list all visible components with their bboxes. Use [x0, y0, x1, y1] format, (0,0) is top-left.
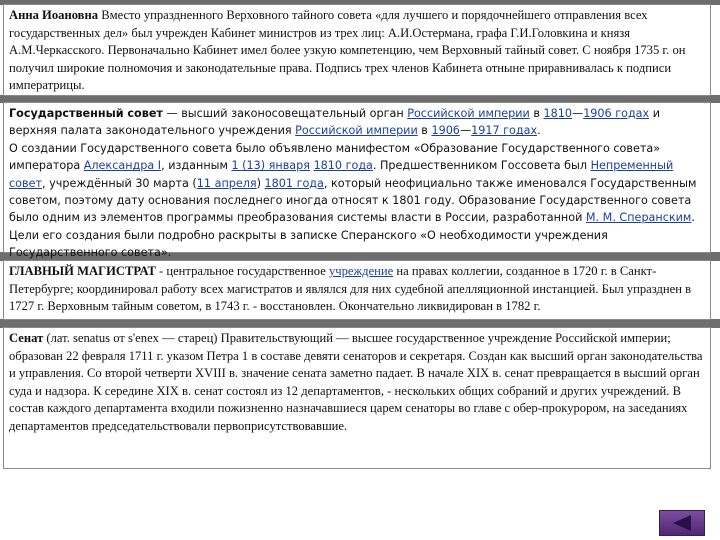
- link-1810-year[interactable]: 1810 года: [313, 159, 373, 173]
- link-institution[interactable]: учреждение: [328, 264, 394, 278]
- back-button[interactable]: [659, 510, 705, 536]
- text-block-chief-magistrate: ГЛАВНЫЙ МАГИСТРАТ - центральное государственное учреждение на правах коллегии, созданное в 1720 г. в Санкт-Петербурге; координировал работу всех магистратов и являлся для них судебной апелляционной инстанцией. Был упразднен в 1727 г. Верховным тайным советом, в 1743 г. - восстановлен. Окончательно ликвидирован в 1782 г.: [3, 260, 711, 320]
- link-1917-years[interactable]: 1917 годах: [471, 124, 538, 138]
- link-1906-years[interactable]: 1906 годах: [583, 107, 650, 120]
- back-arrow-icon: [673, 515, 691, 531]
- link-russian-empire-2[interactable]: Российской империи: [295, 124, 418, 138]
- text-block-state-council: Государственный совет — высший законосовещательный орган Российской империи в 1810—1906 годах и верхняя палата законодательного учреждения Российской империи в 1906—1917 годах. О создании Государственного совета было объявлено манифестом «Образование Государственного совета» императора Александра I, изданным 1 (13) января 1810 года. Предшественником Госсовета был Непременный совет, учреждённый 30 марта (11 апреля) 1801 года, который неофициально также именовался Государственным советом, поэтому дату основания последнего иногда относят к 1801 году. Образование Государственного совета было одним из элементов программы преобразования системы власти в России, разработанной М. М. Сперанским. Цели его создания были подробно раскрыты в записке Сперанского «О необходимости учреждения Государственного совета».: [3, 102, 711, 253]
- link-permanent-council[interactable]: Непременный совет: [9, 159, 674, 190]
- link-april-11[interactable]: 11 апреля: [196, 176, 257, 190]
- heading-anna-ioanovna: Анна Иоановна: [9, 8, 99, 22]
- link-russian-empire[interactable]: Российской империи: [407, 107, 530, 120]
- link-january-date[interactable]: 1 (13) января: [231, 159, 310, 173]
- link-1810[interactable]: 1810: [543, 107, 572, 120]
- text-block-senate: Сенат (лат. senatus от s'enex — старец) Правительствующий — высшее государственное учреждение Российской империи; образован 22 февраля 1711 г. указом Петра 1 в составе девяти сенаторов и секретаря. Создан как высший орган законодательства и управления. Со второй четверти XVIII в. значение сената заметно падает. В начале XIX в. сенат превращается в высший орган суда и надзора. К середине XIX в. сенат состоял из 12 департаментов, - нескольких общих собраний и других учреждений. В состав каждого департамента входили пожизненно назначавшиеся царем сенаторы во главе с обер-прокурором, на заседаниях департаментов председательствовали первоприсутствовавшие.: [3, 327, 711, 469]
- link-1906[interactable]: 1906: [431, 124, 460, 138]
- heading-chief-magistrate: ГЛАВНЫЙ МАГИСТРАТ: [9, 264, 156, 278]
- heading-state-council: Государственный совет: [9, 107, 163, 120]
- link-alexander-i[interactable]: Александра I: [83, 159, 162, 173]
- heading-senate: Сенат: [9, 331, 44, 345]
- text-block-anna-ioanovna: Анна Иоановна Вместо упраздненного Верховного тайного совета «для лучшего и порядочнейшего отправления всех государственных дел» был учрежден Кабинет министров из трех лиц: А.И.Остермана, графа Г.И.Головкина и князя А.М.Черкасского. Первоначально Кабинет имел более узкую компетенцию, чем Верховный тайный совет. С ноября 1735 г. он получил широкие полномочия и законодательные права. Подпись трех членов Кабинета отныне приравнивалась к подписи императрицы.: [3, 4, 711, 96]
- link-speransky[interactable]: М. М. Сперанским: [585, 211, 692, 225]
- link-1801-year[interactable]: 1801 года: [264, 176, 324, 190]
